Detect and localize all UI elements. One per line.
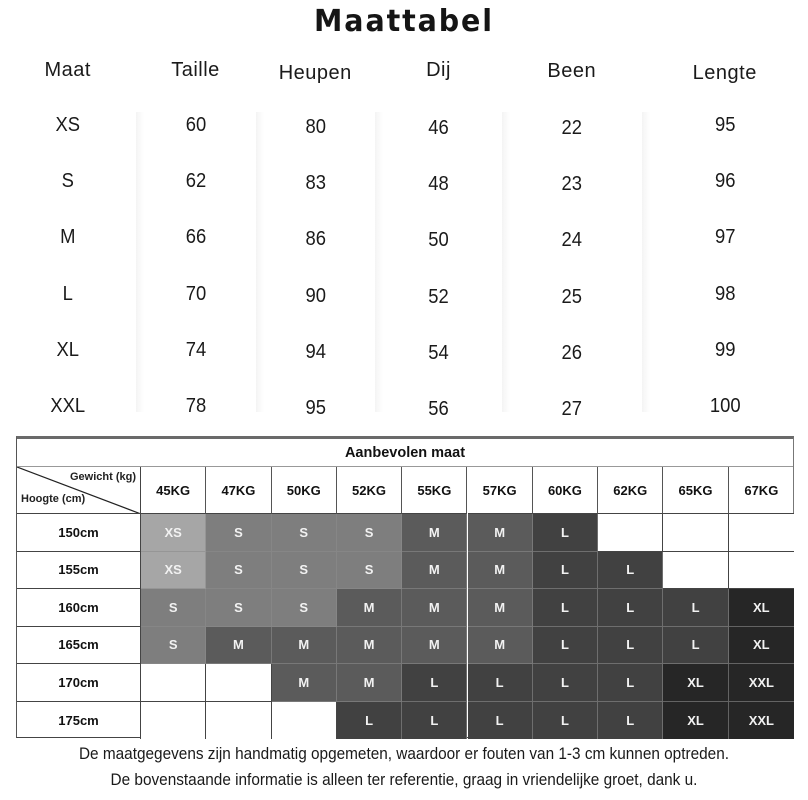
weight-column-header: 65KG	[663, 467, 728, 514]
recommended-size-cell: M	[468, 589, 533, 627]
corner-header-cell	[17, 467, 141, 514]
recommended-size-cell: M	[337, 589, 402, 627]
measurement-value: 97	[714, 226, 735, 249]
measurement-value: 90	[305, 284, 326, 307]
recommended-size-cell: S	[206, 552, 271, 590]
recommended-size-cell: S	[206, 514, 271, 552]
measurement-value: 23	[561, 173, 582, 196]
measurement-value: 52	[428, 285, 449, 308]
height-row-header: 155cm	[17, 552, 141, 590]
empty-size-cell	[729, 552, 794, 590]
height-row-header: 150cm	[17, 514, 141, 552]
recommended-size-cell: L	[533, 702, 598, 740]
measurement-value: 96	[714, 170, 735, 193]
recommended-size-cell: L	[598, 552, 663, 590]
size-label: S	[61, 170, 74, 193]
measurement-value: 27	[561, 398, 582, 420]
empty-size-cell	[141, 702, 206, 740]
height-row-header: 175cm	[17, 702, 141, 740]
size-label: XL	[56, 338, 80, 361]
empty-size-cell	[141, 664, 206, 702]
recommended-size-cell: S	[272, 514, 337, 552]
recommended-size-cell: L	[533, 514, 598, 552]
measurement-value: 100	[709, 395, 741, 417]
column-header: Been	[547, 60, 597, 82]
recommended-size-cell: XXL	[729, 702, 794, 740]
size-label: XXL	[50, 395, 86, 417]
measurement-value: 24	[561, 229, 582, 252]
measurement-value: 56	[428, 398, 449, 420]
measurements-table	[0, 52, 808, 432]
measurement-value: 95	[305, 397, 326, 419]
measurement-value: 62	[185, 170, 206, 193]
empty-size-cell	[729, 514, 794, 552]
disclaimer-line-1: De maatgegevens zijn handmatig opgemeten, waardoor er fouten van 1-3 cm kunnen optreden.	[78, 745, 730, 763]
recommended-size-cell: XL	[729, 627, 794, 665]
measurement-value: 22	[561, 117, 582, 139]
recommended-size-cell: M	[468, 514, 533, 552]
measurement-value: 66	[185, 226, 206, 249]
recommended-size-table	[16, 436, 794, 738]
empty-size-cell	[598, 514, 663, 552]
measurement-value: 98	[714, 282, 735, 305]
size-label: XS	[55, 114, 81, 136]
recommended-size-cell: L	[663, 589, 728, 627]
empty-size-cell	[663, 514, 728, 552]
recommended-size-title: Aanbevolen maat	[17, 439, 793, 467]
recommended-size-cell: L	[468, 702, 533, 740]
recommended-size-cell: L	[402, 702, 467, 740]
measurement-value: 48	[428, 173, 449, 196]
recommended-size-cell: S	[206, 589, 271, 627]
measurement-column	[136, 52, 256, 432]
recommended-size-cell: M	[402, 589, 467, 627]
column-header: Lengte	[692, 62, 757, 84]
recommended-size-cell: L	[533, 552, 598, 590]
recommended-size-cell: M	[402, 627, 467, 665]
height-axis-label: Hoogte (cm)	[21, 493, 86, 505]
weight-axis-label: Gewicht (kg)	[69, 471, 136, 483]
recommended-size-cell: M	[402, 514, 467, 552]
column-header: Heupen	[278, 62, 352, 84]
measurement-value: 50	[428, 229, 449, 252]
measurement-value: 46	[428, 117, 449, 139]
measurement-value: 86	[305, 228, 326, 251]
recommended-size-cell: XS	[141, 514, 206, 552]
recommended-size-cell: XS	[141, 552, 206, 590]
weight-column-header: 62KG	[598, 467, 663, 514]
measurement-value: 26	[561, 341, 582, 364]
measurement-value: 83	[305, 172, 326, 195]
height-row-header: 170cm	[17, 664, 141, 702]
recommended-size-cell: M	[468, 552, 533, 590]
disclaimer-line-2: De bovenstaande informatie is alleen ter referentie, graag in vriendelijke groet, dank u.	[110, 771, 698, 789]
recommended-size-cell: M	[337, 627, 402, 665]
measurement-value: 60	[185, 114, 206, 136]
recommended-size-cell: L	[663, 627, 728, 665]
page-title: Maattabel	[314, 4, 494, 39]
measurement-value: 78	[185, 395, 206, 417]
weight-column-header: 50KG	[272, 467, 337, 514]
measurement-value: 95	[714, 114, 735, 136]
recommended-size-cell: L	[598, 627, 663, 665]
recommended-size-cell: XXL	[729, 664, 794, 702]
recommended-size-cell: L	[402, 664, 467, 702]
measurement-value: 70	[185, 282, 206, 305]
empty-size-cell	[272, 702, 337, 740]
recommended-size-cell: XL	[663, 664, 728, 702]
empty-size-cell	[206, 702, 271, 740]
measurement-column	[642, 52, 808, 432]
recommended-size-cell: L	[598, 589, 663, 627]
recommended-size-cell: M	[337, 664, 402, 702]
measurement-value: 99	[714, 338, 735, 361]
recommended-size-cell: S	[337, 514, 402, 552]
recommended-size-cell: XL	[729, 589, 794, 627]
column-header: Dij	[426, 59, 451, 81]
recommended-size-cell: M	[272, 664, 337, 702]
size-label: L	[62, 282, 73, 305]
recommended-size-cell: S	[141, 589, 206, 627]
size-label: M	[60, 226, 76, 249]
recommended-size-cell: L	[337, 702, 402, 740]
weight-column-header: 67KG	[729, 467, 794, 514]
recommended-size-cell: S	[141, 627, 206, 665]
column-header: Maat	[44, 59, 91, 81]
recommended-size-cell: L	[598, 664, 663, 702]
recommended-size-cell: M	[468, 627, 533, 665]
recommended-size-cell: S	[272, 589, 337, 627]
measurement-value: 74	[185, 338, 206, 361]
recommended-size-cell: L	[468, 664, 533, 702]
recommended-size-cell: M	[206, 627, 271, 665]
recommended-size-cell: L	[533, 589, 598, 627]
recommended-size-cell: L	[533, 627, 598, 665]
recommended-size-cell: S	[337, 552, 402, 590]
recommended-size-cell: XL	[663, 702, 728, 740]
measurement-value: 80	[305, 116, 326, 138]
recommended-size-cell: M	[272, 627, 337, 665]
column-header: Taille	[171, 59, 220, 81]
height-row-header: 165cm	[17, 627, 141, 665]
measurement-column	[256, 52, 376, 432]
measurement-column	[502, 52, 642, 432]
measurement-value: 54	[428, 341, 449, 364]
recommended-size-cell: M	[402, 552, 467, 590]
measurement-value: 25	[561, 285, 582, 308]
recommended-size-cell: L	[533, 664, 598, 702]
empty-size-cell	[663, 552, 728, 590]
weight-column-header: 47KG	[206, 467, 271, 514]
weight-column-header: 60KG	[533, 467, 598, 514]
measurement-value: 94	[305, 340, 326, 363]
measurement-column	[375, 52, 502, 432]
weight-column-header: 57KG	[468, 467, 533, 514]
weight-column-header: 55KG	[402, 467, 467, 514]
weight-column-header: 52KG	[337, 467, 402, 514]
weight-column-header: 45KG	[141, 467, 206, 514]
empty-size-cell	[206, 664, 271, 702]
recommended-size-cell: L	[598, 702, 663, 740]
height-row-header: 160cm	[17, 589, 141, 627]
recommended-size-cell: S	[272, 552, 337, 590]
measurement-column	[0, 52, 136, 432]
